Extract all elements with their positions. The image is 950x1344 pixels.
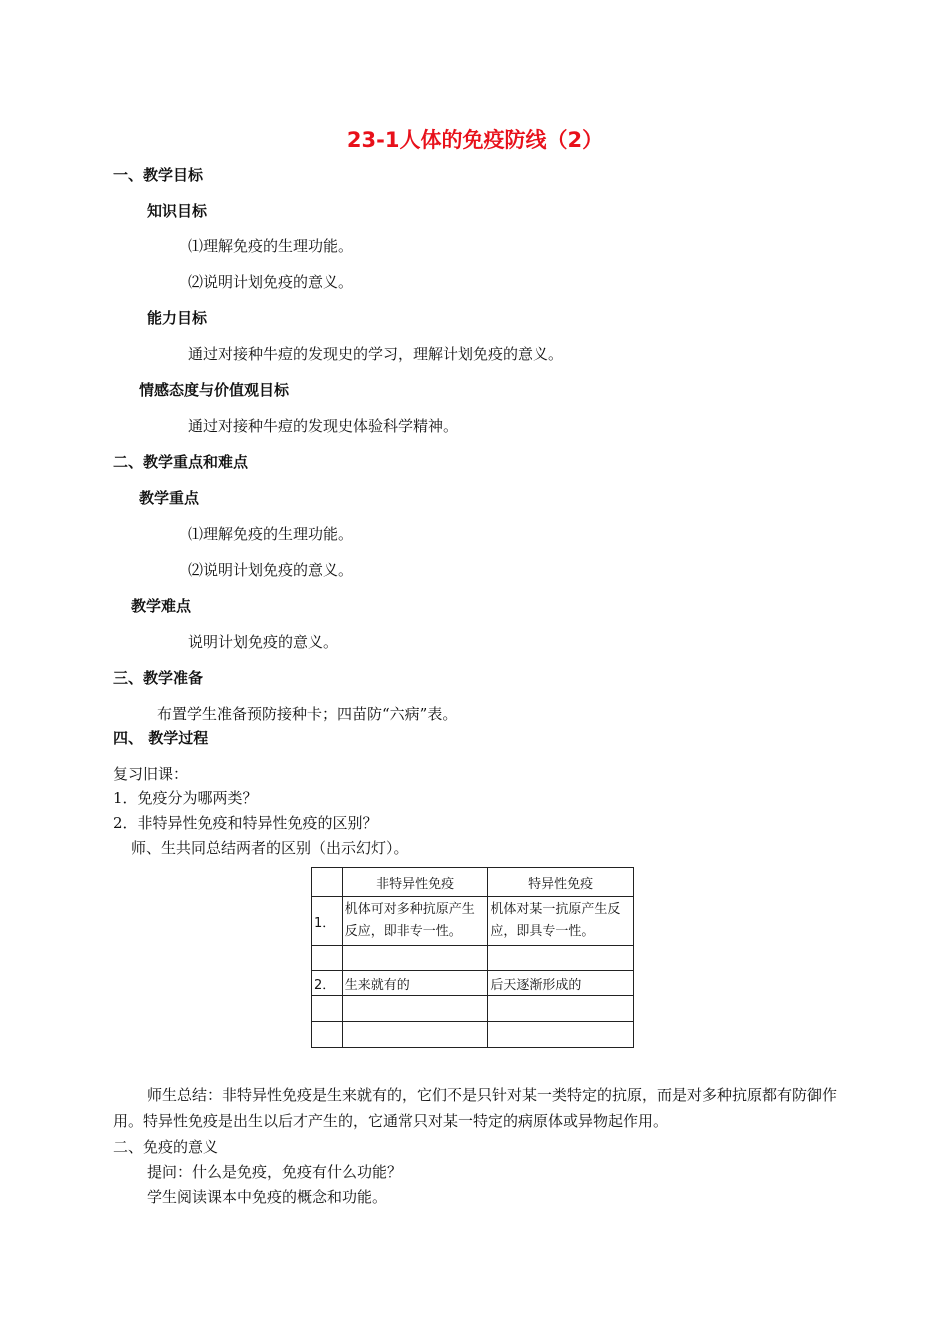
table-cell: 机体对某一抗原产生反应，即具专一性。 (488, 897, 634, 946)
question-text: 提问：什么是免疫，免疫有什么功能？ (147, 1163, 403, 1181)
table-cell: 后天逐渐形成的 (488, 971, 634, 996)
table-cell: 1． (312, 897, 343, 946)
table-header-cell: 非特异性免疫 (342, 868, 488, 897)
reading-text: 学生阅读课本中免疫的概念和功能。 (147, 1188, 388, 1206)
review-question-2: 2．非特异性免疫和特异性免疫的区别？ (113, 814, 378, 832)
section-heading-preparation: 三、教学准备 (113, 669, 204, 687)
table-cell: 2． (312, 971, 343, 996)
key-item-2: ⑵说明计划免疫的意义。 (188, 561, 354, 579)
difficult-text: 说明计划免疫的意义。 (188, 633, 339, 651)
table-cell (342, 946, 488, 971)
table-row (312, 946, 634, 971)
page-title: 23-1人体的免疫防线（2） (346, 128, 604, 152)
table-cell (312, 1022, 343, 1048)
section-heading-process: 四、 教学过程 (113, 729, 209, 747)
section-heading-goals: 一、教学目标 (113, 166, 204, 184)
ability-text: 通过对接种牛痘的发现史的学习，理解计划免疫的意义。 (188, 345, 564, 363)
table-cell (312, 946, 343, 971)
table-cell: 生来就有的 (342, 971, 488, 996)
subheading-emotion: 情感态度与价值观目标 (139, 381, 290, 399)
table-cell (312, 996, 343, 1022)
summary-intro: 师、生共同总结两者的区别（出示幻灯）。 (131, 839, 409, 857)
knowledge-item-2: ⑵说明计划免疫的意义。 (188, 273, 354, 291)
table-row (312, 971, 634, 996)
subheading-key: 教学重点 (139, 489, 200, 507)
table-header-cell (312, 868, 343, 897)
subheading-knowledge: 知识目标 (147, 202, 208, 220)
table-cell (488, 1022, 634, 1048)
knowledge-item-1: ⑴理解免疫的生理功能。 (188, 237, 354, 255)
emotion-text: 通过对接种牛痘的发现史体验科学精神。 (188, 417, 459, 435)
section-heading-meaning: 二、免疫的意义 (113, 1138, 219, 1156)
preparation-text: 布置学生准备预防接种卡；四苗防“六病”表。 (157, 705, 458, 723)
table-cell (342, 1022, 488, 1048)
table-cell (488, 946, 634, 971)
table-cell (342, 996, 488, 1022)
conclusion-paragraph: 师生总结：非特异性免疫是生来就有的，它们不是只针对某一类特定的抗原，而是对多种抗原都有防御作用。特异性免疫是出生以后才产生的，它通常只对某一特定的病原体或异物起作用。 (113, 1086, 838, 1130)
table-header-row (312, 868, 634, 897)
section-heading-key-points: 二、教学重点和难点 (113, 453, 249, 471)
review-question-1: 1．免疫分为哪两类？ (113, 789, 258, 807)
comparison-table (311, 867, 634, 1048)
subheading-ability: 能力目标 (147, 309, 208, 327)
subheading-difficult: 教学难点 (131, 597, 192, 615)
table-row (312, 996, 634, 1022)
table-row (312, 897, 634, 946)
table-row (312, 1022, 634, 1048)
review-label: 复习旧课： (113, 765, 189, 783)
table-header-cell: 特异性免疫 (488, 868, 634, 897)
table-cell (488, 996, 634, 1022)
key-item-1: ⑴理解免疫的生理功能。 (188, 525, 354, 543)
table-cell: 机体可对多种抗原产生反应，即非专一性。 (342, 897, 488, 946)
